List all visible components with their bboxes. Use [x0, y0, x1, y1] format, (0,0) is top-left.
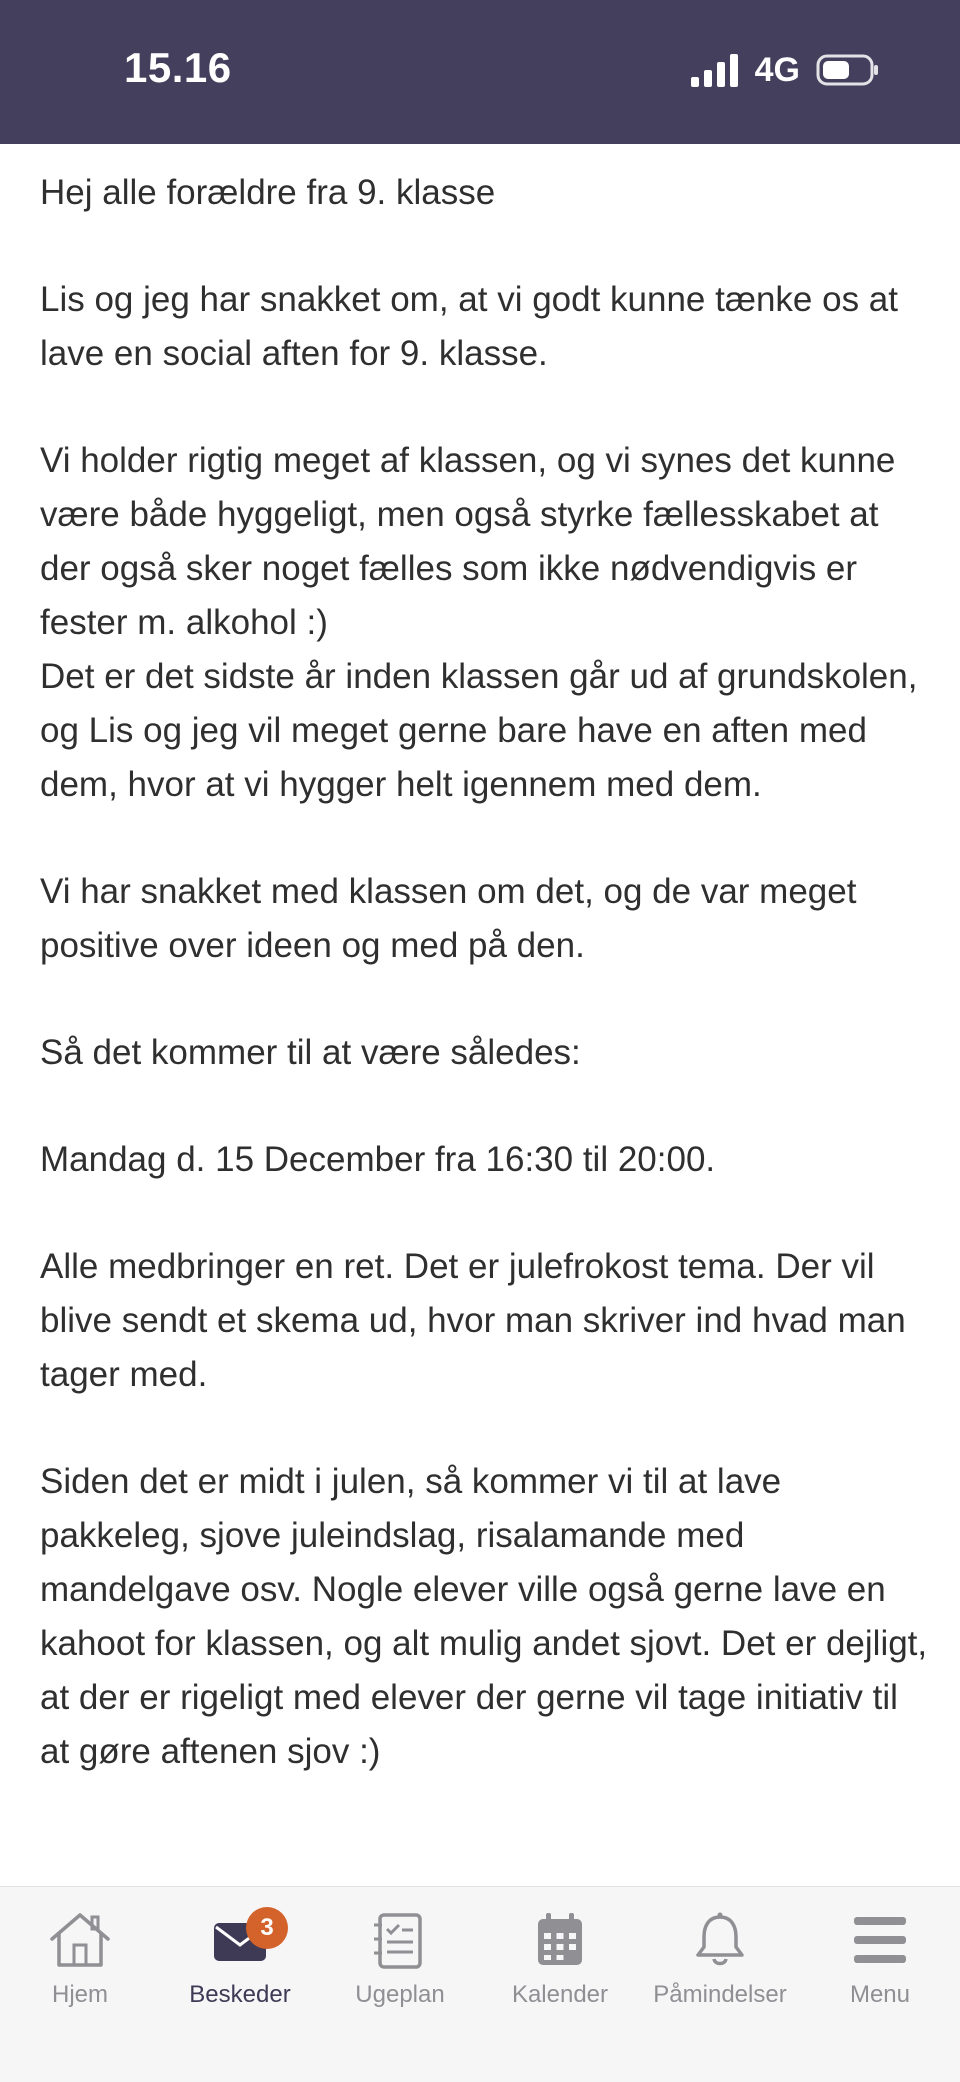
message-paragraph: Vi har snakket med klassen om det, og de var meget positive over ideen og med på den.	[40, 872, 857, 965]
signal-strength-icon	[691, 53, 741, 87]
message-event-date: Mandag d. 15 December fra 16:30 til 20:00.	[40, 1140, 716, 1179]
message-paragraph: Alle medbringer en ret. Det er julefrokost tema. Der vil blive sendt et skema ud, hvor man skriver ind hvad man tager med.	[40, 1247, 906, 1394]
home-icon	[46, 1909, 114, 1971]
tab-label: Ugeplan	[355, 1981, 445, 2008]
network-type-label: 4G	[754, 50, 800, 89]
message-paragraph: Siden det er midt i julen, så kommer vi til at lave pakkeleg, sjove juleindslag, risalamande med mandelgave osv. Nogle elever ville også gerne lave en kahoot for klassen, og alt mulig andet sjovt. Det er dejligt, at der er rigeligt med elever der gerne vil tage initiativ til at gøre aftenen sjov :)	[40, 1462, 928, 1771]
tab-menu[interactable]	[800, 1909, 960, 2019]
message-paragraph: Vi holder rigtig meget af klassen, og vi synes det kunne være både hyggeligt, men også styrke fællesskabet at der også sker noget fælles som ikke nødvendigvis er fester m. alkohol :)	[40, 441, 896, 642]
tab-kalender[interactable]	[480, 1909, 640, 2019]
bell-icon	[686, 1909, 754, 1971]
clipboard-icon	[366, 1909, 434, 1971]
tab-label: Menu	[849, 1981, 911, 2008]
tab-label: Kalender	[511, 1981, 609, 2008]
tab-label: Beskeder	[189, 1981, 291, 2008]
tab-label: Hjem	[51, 1981, 108, 2008]
message-paragraph: Så det kommer til at være således:	[40, 1033, 581, 1072]
tab-paamindelser[interactable]	[640, 1909, 800, 2019]
tab-beskeder[interactable]	[160, 1909, 320, 2019]
unread-count-badge: 3	[246, 1907, 288, 1949]
calendar-icon	[526, 1909, 594, 1971]
bottom-tab-bar	[0, 1886, 960, 2082]
status-bar	[0, 0, 960, 144]
battery-icon	[816, 53, 880, 87]
tab-hjem[interactable]	[0, 1909, 160, 2019]
tab-label: Påmindelser	[653, 1981, 787, 2008]
message-body	[40, 166, 930, 1832]
tab-ugeplan[interactable]	[320, 1909, 480, 2019]
status-time: 15.16	[124, 44, 232, 91]
message-paragraph: Lis og jeg har snakket om, at vi godt kunne tænke os at lave en social aften for 9. klasse.	[40, 280, 898, 373]
message-paragraph: Det er det sidste år inden klassen går ud af grundskolen, og Lis og jeg vil meget gerne bare have en aften med dem, hvor at vi hygger helt igennem med dem.	[40, 657, 918, 804]
status-indicators	[691, 50, 880, 90]
message-greeting: Hej alle forældre fra 9. klasse	[40, 173, 496, 212]
hamburger-menu-icon	[846, 1909, 914, 1971]
